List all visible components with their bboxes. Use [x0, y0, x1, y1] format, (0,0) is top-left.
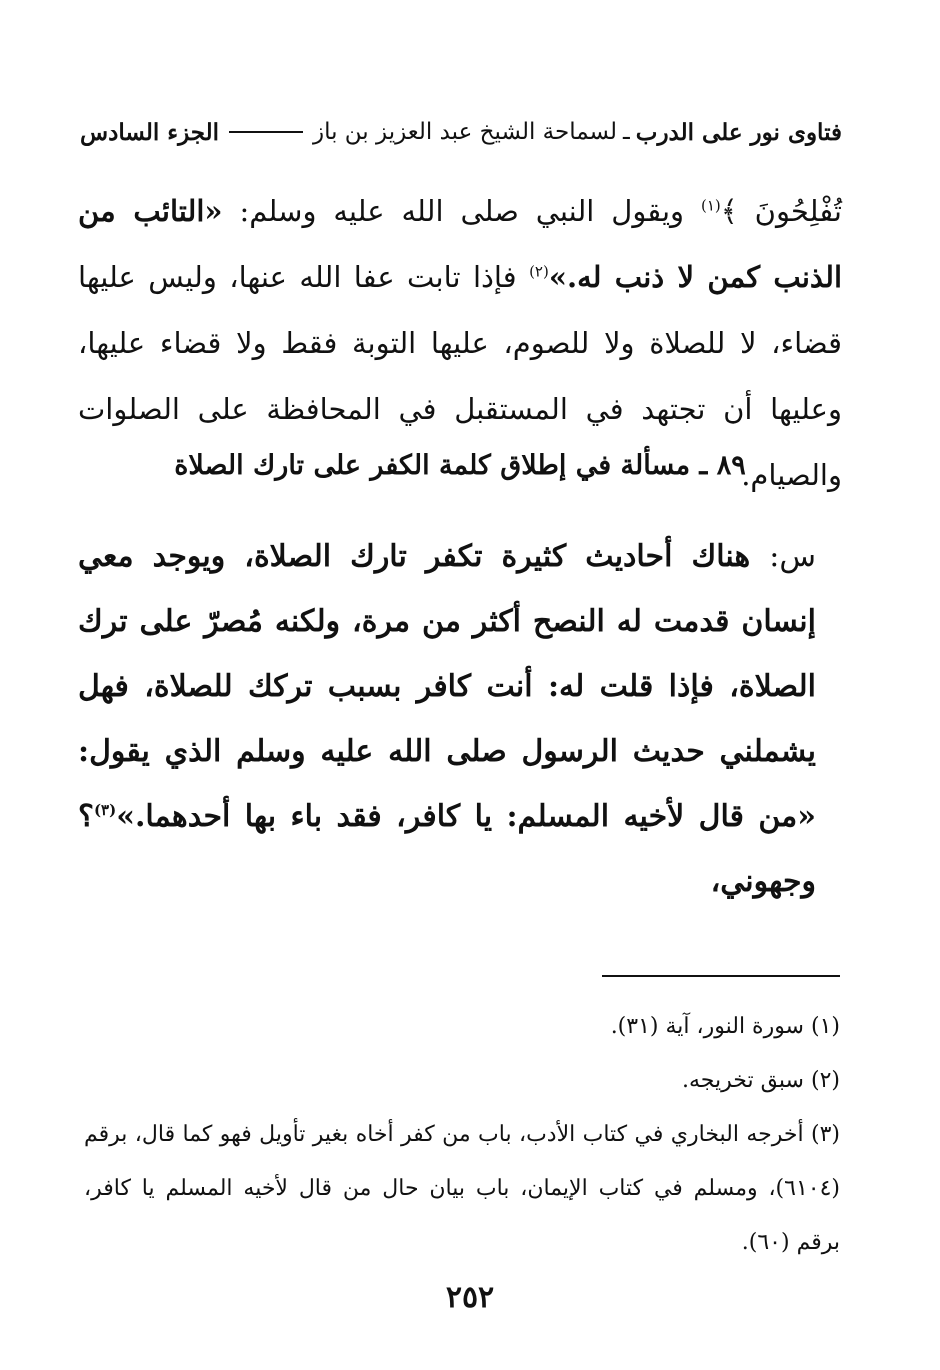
book-title: فتاوى نور على الدرب [635, 118, 842, 146]
running-header [80, 112, 842, 152]
footnote-2: (٢) سبق تخريجه. [682, 1068, 840, 1093]
verse-end: تُفْلِحُونَ ﴾ [720, 194, 842, 228]
body-text-before-quote: ويقول النبي صلى الله عليه وسلم: [239, 194, 685, 228]
section-title: ٨٩ ـ مسألة في إطلاق كلمة الكفر على تارك الصلاة [174, 450, 746, 481]
question-paragraph [78, 524, 816, 914]
question-text-part2: ؟ وجهوني، [78, 799, 816, 899]
page-number: ٢٥٢ [445, 1280, 495, 1315]
header-author: لسماحة الشيخ عبد العزيز بن باز [312, 119, 618, 145]
body-text-after: فإذا تابت عفا الله عنها، وليس عليها قضاء، لا للصلاة ولا للصوم، عليها التوبة فقط ولا قضاء عليها، وعليها أن تجتهد في المستقبل في المحافظة على الصلوات والصيام. [78, 260, 842, 492]
hadith-quote: «التائب من الذنب كمن لا ذنب له.» [78, 194, 843, 294]
question-text-part1: هناك أحاديث كثيرة تكفر تارك الصلاة، ويوجد معي إنسان قدمت له النصح أكثر من مرة، ولكنه مُصرّ على ترك الصلاة، فإذا قلت له: أنت كافر بسبب تركك للصلاة، فهل يشملني حديث الرسول صلى الله عليه وسلم الذي يقول: «من قال لأخيه المسلم: يا كافر، فقد باء بها أحدهما.» [78, 539, 816, 834]
footnote-3: (٣) أخرجه البخاري في كتاب الأدب، باب من كفر أخاه بغير تأويل فهو كما قال، برقم (٦١٠٤)، ومسلم في كتاب الإيمان، باب بيان حال من قال لأخيه المسلم يا كافر، برقم (٦٠). [84, 1122, 840, 1255]
footnote-marker-2: (٢) [529, 262, 549, 281]
header-rule [229, 131, 303, 133]
footnote-1: (١) سورة النور، آية (٣١). [610, 1014, 840, 1039]
header-part: الجزء السادس [80, 118, 219, 146]
footnotes [84, 1000, 840, 1270]
footnote-marker-1: (١) [700, 196, 721, 215]
question-label: س: [769, 539, 816, 574]
header-dash: ـ [623, 119, 630, 145]
footnote-marker-3: (٣) [93, 801, 117, 819]
footnote-separator [602, 975, 840, 977]
